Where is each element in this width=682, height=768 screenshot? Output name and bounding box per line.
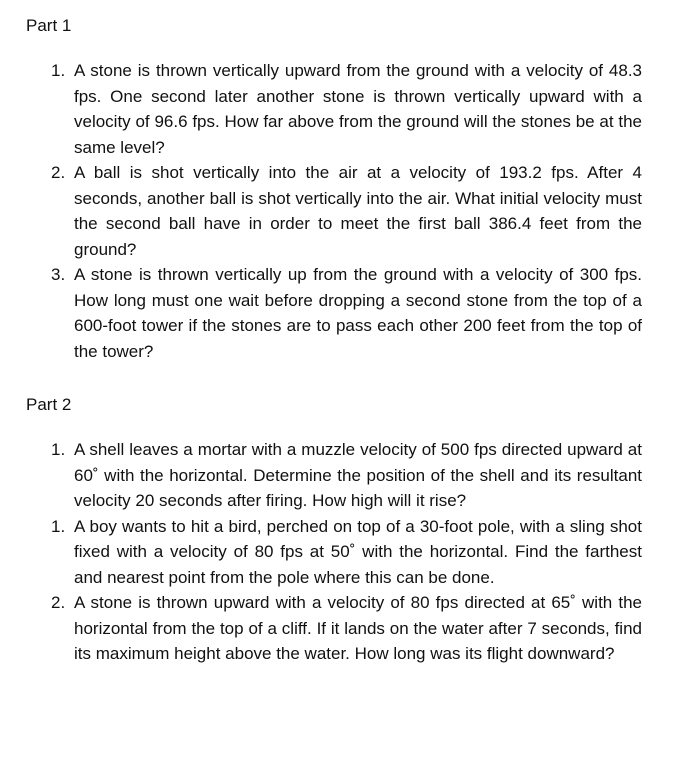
part-1-problem-list	[26, 58, 642, 364]
part-2-heading: Part 2	[26, 395, 72, 414]
problem-number: 2.	[51, 593, 66, 612]
part-2-problem-3	[26, 590, 642, 667]
problem-number: 1.	[51, 61, 66, 80]
part-2-problem-2	[26, 514, 642, 591]
problem-number: 1.	[51, 516, 66, 536]
problem-number: 3.	[51, 265, 66, 284]
problem-text: A ball is shot vertically into the air at a velocity of 193.2 fps. After 4 seconds, another ball is shot vertically into the air. What initial velocity must the second ball have in order to meet the first ball 386.4 feet from the ground?	[74, 163, 642, 259]
problem-number: 2.	[51, 163, 66, 182]
problem-text: A boy wants to hit a bird, perched on top of a 30-foot pole, with a sling shot fixed with a velocity of 80 fps at 50˚ with the horizontal. Find the farthest and nearest point from the pole where this can be done.	[74, 516, 642, 587]
problem-text: A shell leaves a mortar with a muzzle velocity of 500 fps directed upward at 60˚ with the horizontal. Determine the position of the shell and its resultant velocity 20 seconds after firing. How high will it rise?	[74, 440, 642, 510]
part-1-problem-3	[26, 262, 642, 364]
problem-number: 1.	[51, 440, 66, 459]
part-2-problem-1	[26, 437, 642, 514]
part-1-problem-2	[26, 160, 642, 262]
part-1-heading: Part 1	[26, 16, 72, 35]
problem-text: A stone is thrown upward with a velocity of 80 fps directed at 65˚ with the horizontal from the top of a cliff. If it lands on the water after 7 seconds, find its maximum height above the water. How long was its flight downward?	[74, 593, 642, 663]
part-1-problem-1	[26, 58, 642, 160]
problem-text: A stone is thrown vertically up from the ground with a velocity of 300 fps. How long must one wait before dropping a second stone from the top of a 600-foot tower if the stones are to pass each other 200 feet from the top of the tower?	[74, 265, 642, 361]
part-2-problem-list	[26, 437, 642, 667]
problem-text: A stone is thrown vertically upward from the ground with a velocity of 48.3 fps. One second later another stone is thrown vertically upward with a velocity of 96.6 fps. How far above from the ground will the stones be at the same level?	[74, 61, 642, 157]
